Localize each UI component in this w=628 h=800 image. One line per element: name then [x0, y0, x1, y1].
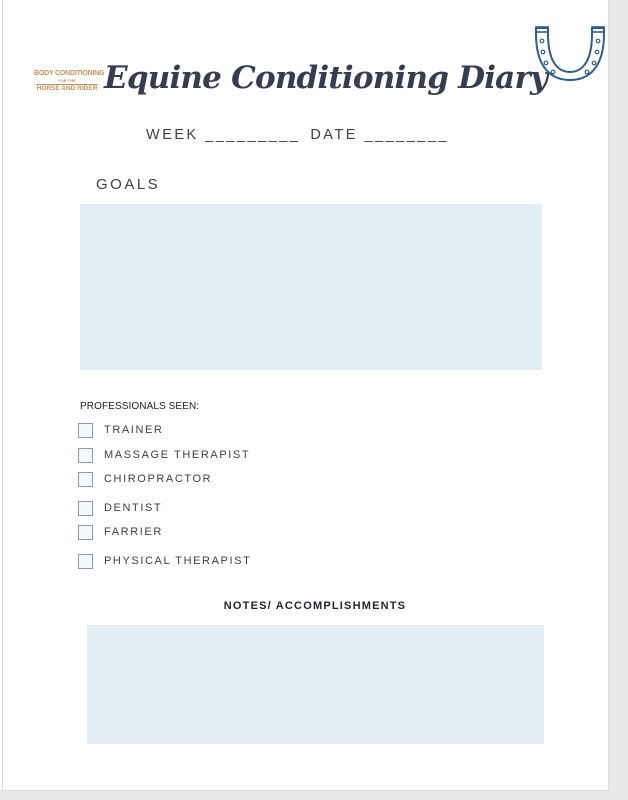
- horseshoe-icon: [532, 22, 608, 98]
- checkbox-label: DENTIST: [104, 502, 163, 514]
- checkbox-label: MASSAGE THERAPIST: [104, 449, 251, 461]
- date-field[interactable]: DATE ________: [310, 127, 449, 143]
- week-date-row: [0, 127, 595, 143]
- massage-therapist-checkbox[interactable]: [78, 448, 93, 463]
- checkbox-label: TRAINER: [104, 424, 164, 436]
- checkbox-label: CHIROPRACTOR: [104, 473, 213, 485]
- checkbox-row-trainer[interactable]: [78, 421, 163, 439]
- page-title: Equine Conditioning Diary: [104, 60, 548, 96]
- logo-line-3: HORSE AND RIDER: [36, 85, 98, 92]
- checkbox-label: PHYSICAL THERAPIST: [104, 555, 252, 567]
- goals-input-area[interactable]: [80, 204, 542, 370]
- farrier-checkbox[interactable]: [78, 525, 93, 540]
- checkbox-row-dentist[interactable]: [78, 499, 162, 517]
- checkbox-row-massage-therapist[interactable]: [78, 446, 250, 464]
- page-edge-line: [2, 0, 3, 790]
- dentist-checkbox[interactable]: [78, 501, 93, 516]
- logo-line-2: FOR THE: [58, 78, 76, 83]
- notes-input-area[interactable]: [87, 625, 544, 744]
- chiropractor-checkbox[interactable]: [78, 472, 93, 487]
- trainer-checkbox[interactable]: [78, 423, 93, 438]
- logo-line-1: BODY CONDITIONING: [34, 70, 105, 77]
- checkbox-row-chiropractor[interactable]: [78, 470, 212, 488]
- checkbox-row-physical-therapist[interactable]: [78, 552, 251, 570]
- notes-heading: NOTES/ ACCOMPLISHMENTS: [223, 600, 407, 612]
- checkbox-label: FARRIER: [104, 526, 163, 538]
- checkbox-row-farrier[interactable]: [78, 523, 163, 541]
- week-field[interactable]: WEEK _________: [146, 127, 301, 143]
- physical-therapist-checkbox[interactable]: [78, 554, 93, 569]
- professionals-heading: PROFESSIONALS SEEN:: [80, 401, 200, 412]
- brand-logo: [34, 70, 105, 93]
- goals-heading: GOALS: [96, 176, 161, 193]
